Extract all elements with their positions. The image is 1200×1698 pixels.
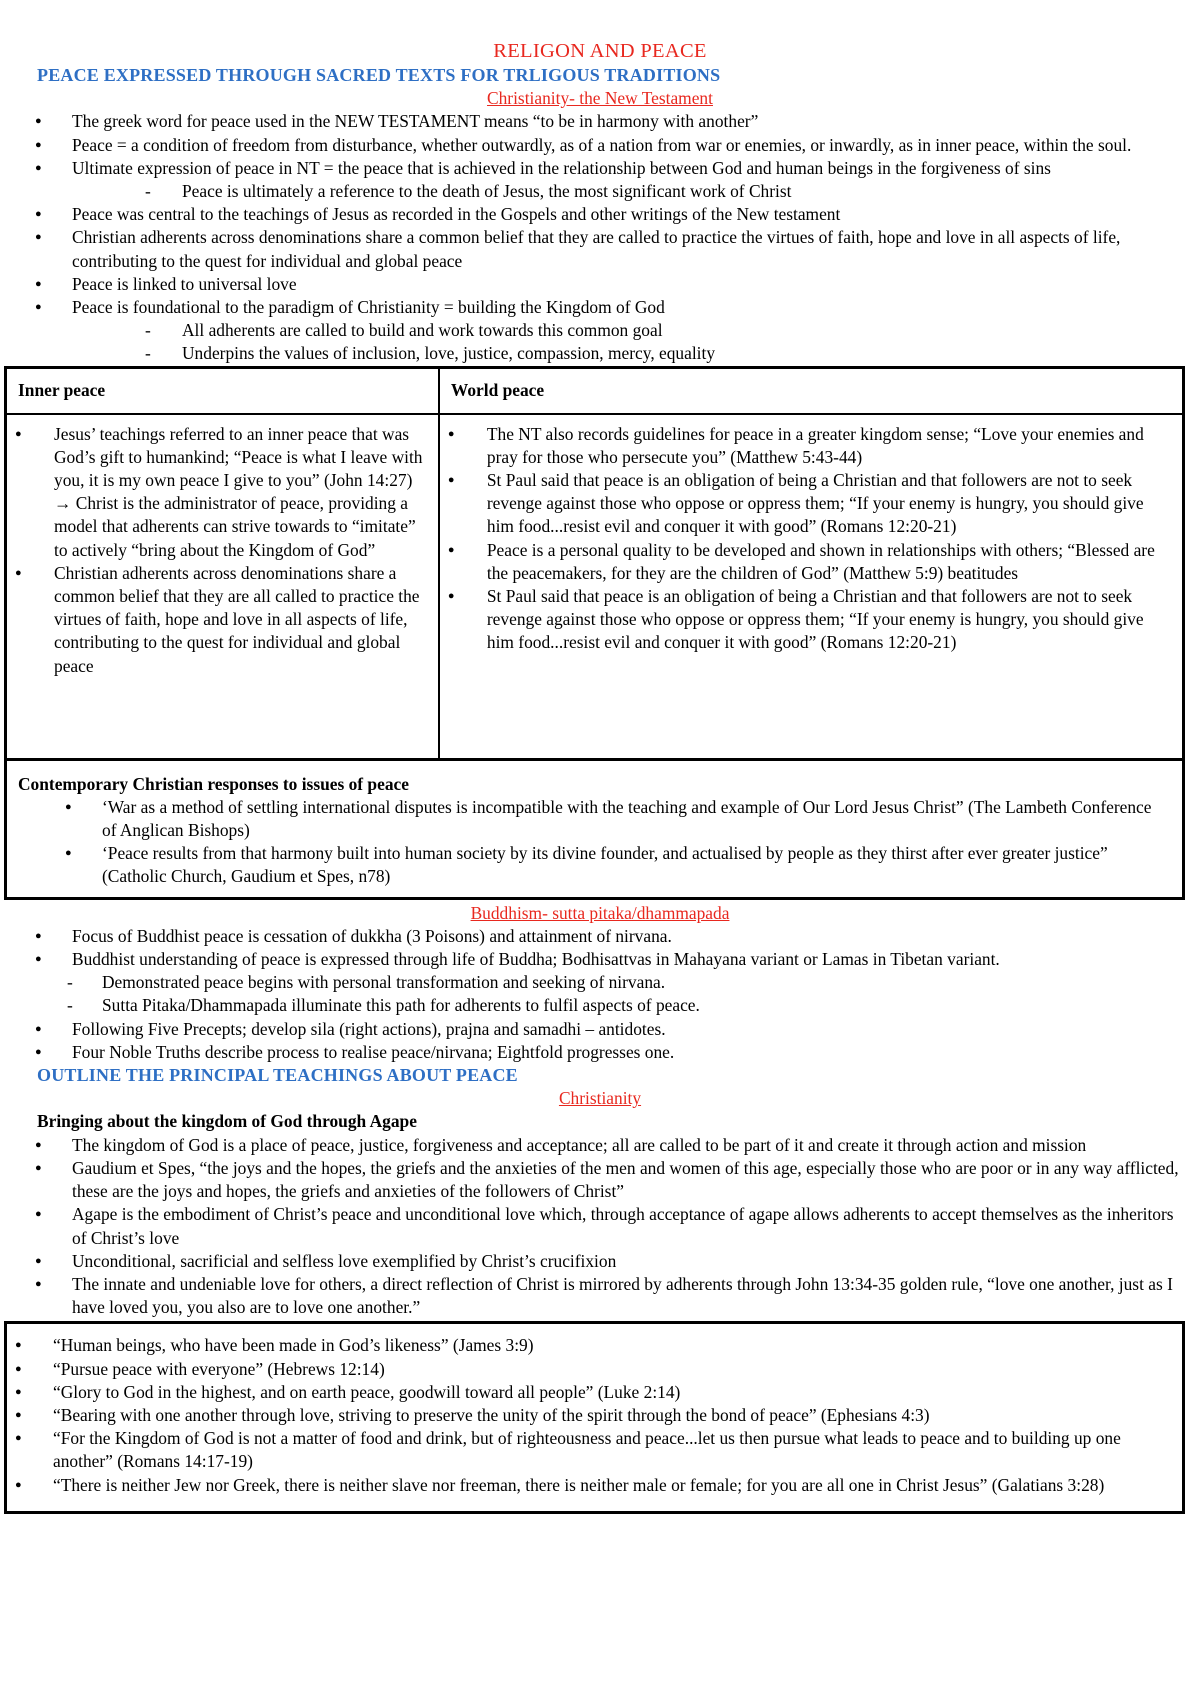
list-item: ● Ultimate expression of peace in NT = the peace that is achieved in the relationship between God and human beings in the forgiveness of sins xyxy=(0,157,1200,180)
peace-table-columns xyxy=(7,369,1182,761)
list-item: ● Christian adherents across denominations share a common belief that they are all called to practice the virtues of faith, hope and love in all aspects of life, contributing to the quest for individual and global peace xyxy=(7,562,438,678)
contemporary-heading: Contemporary Christian responses to issues of peace xyxy=(18,773,409,794)
dash-item: - Peace is ultimately a reference to the death of Jesus, the most significant work of Christ xyxy=(0,180,1200,203)
world-peace-heading: World peace xyxy=(440,369,1182,415)
list-item: ● The greek word for peace used in the NEW TESTAMENT means “to be in harmony with another” xyxy=(0,110,1200,133)
dash-item: - Demonstrated peace begins with personal transformation and seeking of nirvana. xyxy=(0,971,1200,994)
contemporary-list xyxy=(18,796,1172,889)
inner-peace-heading: Inner peace xyxy=(7,369,438,415)
list-item: ● Peace was central to the teachings of Jesus as recorded in the Gospels and other writings of the New testament xyxy=(0,203,1200,226)
section-heading-principal-teachings: OUTLINE THE PRINCIPAL TEACHINGS ABOUT PEACE xyxy=(37,1065,518,1086)
quote-item: ● “Pursue peace with everyone” (Hebrews 12:14) xyxy=(7,1358,1182,1381)
contemporary-responses xyxy=(7,761,1182,897)
quote-item: ● “Glory to God in the highest, and on earth peace, goodwill toward all people” (Luke 2:14) xyxy=(7,1381,1182,1404)
inner-peace-list xyxy=(7,415,438,758)
list-item: ● Unconditional, sacrificial and selfless love exemplified by Christ’s crucifixion xyxy=(0,1250,1200,1273)
list-item: ● Four Noble Truths describe process to realise peace/nirvana; Eightfold progresses one. xyxy=(0,1041,1200,1064)
list-item: ● Gaudium et Spes, “the joys and the hopes, the griefs and the anxieties of the men and women of this age, especially those who are poor or in any way afflicted, these are the joys and hopes, the griefs and anxieties of the followers of Christ” xyxy=(0,1157,1200,1203)
list-item: ● Buddhist understanding of peace is expressed through life of Buddha; Bodhisattvas in Mahayana variant or Lamas in Tibetan variant. xyxy=(0,948,1200,971)
list-item: ● Agape is the embodiment of Christ’s peace and unconditional love which, through acceptance of agape allows adherents to accept themselves as the inheritors of Christ’s love xyxy=(0,1203,1200,1249)
world-peace-column xyxy=(440,369,1182,758)
list-item: ● ‘War as a method of settling international disputes is incompatible with the teaching and example of Our Lord Jesus Christ” (The Lambeth Conference of Anglican Bishops) xyxy=(18,796,1172,842)
document-title: RELIGON AND PEACE xyxy=(493,40,707,62)
buddhism-list xyxy=(0,925,1200,1064)
world-peace-list xyxy=(440,415,1182,758)
list-item: ● Following Five Precepts; develop sila (right actions), prajna and samadhi – antidotes. xyxy=(0,1018,1200,1041)
subheading-buddhism: Buddhism- sutta pitaka/dhammapada xyxy=(470,902,730,923)
list-item: ● The innate and undeniable love for others, a direct reflection of Christ is mirrored by adherents through John 13:34-35 golden rule, “love one another, just as I have loved you, you also are to love one another.” xyxy=(0,1273,1200,1319)
quote-item: ● “For the Kingdom of God is not a matter of food and drink, but of righteousness and peace...let us then pursue what leads to peace and to building up one another” (Romans 14:17-19) xyxy=(7,1427,1182,1473)
nt-bullet-list xyxy=(0,110,1200,365)
list-item: ● Peace is a personal quality to be developed and shown in relationships with others; “Blessed are the peacemakers, for they are the children of God” (Matthew 5:9) beatitudes xyxy=(440,539,1182,585)
list-item: ● Focus of Buddhist peace is cessation of dukkha (3 Poisons) and attainment of nirvana. xyxy=(0,925,1200,948)
dash-item: - Underpins the values of inclusion, love, justice, compassion, mercy, equality xyxy=(0,342,1200,365)
dash-item: - All adherents are called to build and work towards this common goal xyxy=(0,319,1200,342)
document-page xyxy=(0,38,1200,1514)
quote-item: ● “Human beings, who have been made in God’s likeness” (James 3:9) xyxy=(7,1334,1182,1357)
inner-peace-column xyxy=(7,369,440,758)
list-item: ● Christian adherents across denominations share a common belief that they are called to practice the virtues of faith, hope and love in all aspects of life, contributing to the quest for individual and global peace xyxy=(0,226,1200,272)
list-item: ● Peace is foundational to the paradigm of Christianity = building the Kingdom of God xyxy=(0,296,1200,319)
subheading-christianity: Christianity xyxy=(558,1088,642,1109)
list-item: ● The NT also records guidelines for peace in a greater kingdom sense; “Love your enemies and pray for those who persecute you” (Matthew 5:43-44) xyxy=(440,423,1182,469)
list-item: ● St Paul said that peace is an obligation of being a Christian and that followers are not to seek revenge against those who oppose or oppress them; “If your enemy is hungry, you should give him food...resist evil and conquer it with good” (Romans 12:20-21) xyxy=(440,469,1182,539)
section-heading-sacred-texts: PEACE EXPRESSED THROUGH SACRED TEXTS FOR TRLIGOUS TRADITIONS xyxy=(37,65,721,85)
list-item: ● Peace is linked to universal love xyxy=(0,273,1200,296)
dash-item: - Sutta Pitaka/Dhammapada illuminate this path for adherents to fulfil aspects of peace. xyxy=(0,994,1200,1017)
list-item: ● Peace = a condition of freedom from disturbance, whether outwardly, as of a nation from war or enemies, or inwardly, as in inner peace, within the soul. xyxy=(0,134,1200,157)
list-item: ● St Paul said that peace is an obligation of being a Christian and that followers are not to seek revenge against those who oppose or oppress them; “If your enemy is hungry, you should give him food...resist evil and conquer it with good” (Romans 12:20-21) xyxy=(440,585,1182,655)
quote-item: ● “There is neither Jew nor Greek, there is neither slave nor freeman, there is neither male or female; for you are all one in Christ Jesus” (Galatians 3:28) xyxy=(7,1474,1182,1497)
quotes-list xyxy=(7,1334,1182,1496)
peace-table xyxy=(4,366,1185,900)
list-item: ● ‘Peace results from that harmony built into human society by its divine founder, and actualised by people as they thirst after ever greater justice” (Catholic Church, Gaudium et Spes, n78) xyxy=(18,842,1172,888)
subheading-christianity-nt: Christianity- the New Testament xyxy=(487,88,713,109)
list-item: ● The kingdom of God is a place of peace, justice, forgiveness and acceptance; all are called to be part of it and create it through action and mission xyxy=(0,1134,1200,1157)
agape-heading: Bringing about the kingdom of God through Agape xyxy=(37,1111,417,1132)
quotes-box xyxy=(4,1321,1185,1513)
quote-item: ● “Bearing with one another through love, striving to preserve the unity of the spirit through the bond of peace” (Ephesians 4:3) xyxy=(7,1404,1182,1427)
list-item: ● Jesus’ teachings referred to an inner peace that was God’s gift to humankind; “Peace is what I leave with you, it is my own peace I give to you” (John 14:27) → Christ is the administrator of peace, providing a model that adherents can strive towards to “imitate” to actively “bring about the Kingdom of God” xyxy=(7,423,438,562)
agape-list xyxy=(0,1134,1200,1320)
